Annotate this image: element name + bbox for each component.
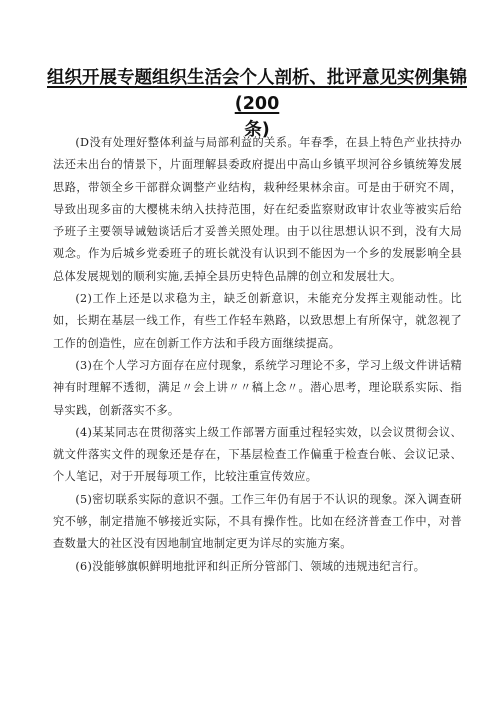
document-body bbox=[53, 132, 462, 578]
title-line-2: 条) bbox=[244, 120, 270, 140]
paragraph-1: (D没有处理好整体利益与局部利益的关系。年春季，在县上特色产业扶持办法还未出台的情景下，片面理解县委政府提出中高山乡镇平坝河谷乡镇统筹发展思路，带领全乡干部群众调整产业结构，栽种经果林余亩。可是由于研究不周，导致出现多亩的大樱桃未纳入扶持范围，好在纪委监察财政审计农业等被实后给予班子主要领导诫勉谈话后才妥善关照处理。由于以往思想认识不到，没有大局观念。作为后城乡党委班子的班长就没有认识到不能因为一个乡的发展影响全县总体发展规划的顺利实施,丢掉全县历史特色品牌的创立和发展壮大。 bbox=[53, 136, 462, 283]
title-line-1: 组织开展专题组织生活会个人剖析、批评意见实例集锦(200 bbox=[47, 68, 467, 114]
paragraph-4: (4)某某同志在贯彻落实上级工作部署方面重过程轻实效，以会议贯彻会议、就文件落实文件的现象还是存在，下基层检查工作偏重于检查台帐、会议记录、个人笔记，对于开展每项工作，比较注重宣传效应。 bbox=[53, 425, 462, 484]
paragraph-2: (2)工作上还是以求稳为主，缺乏创新意识，未能充分发挥主观能动性。比如，长期在基层一线工作，有些工作轻车熟路，以致思想上有所保守，就忽视了工作的创造性，应在创新工作方法和手段方面继续提高。 bbox=[53, 292, 462, 350]
paragraph-6: (6)没能够旗帜鲜明地批评和纠正所分管部门、领域的违规违纪言行。 bbox=[75, 559, 426, 573]
paragraph-3: (3)在个人学习方面存在应付现象，系统学习理论不多，学习上级文件讲话精神有时理解不透彻，满足〃会上讲〃〃稿上念〃。潜心思考，理论联系实际、指导实践，创新落实不多。 bbox=[53, 358, 462, 417]
paragraph-5: (5)密切联系实际的意识不强。工作三年仍有居于不认识的现象。深入调查研究不够，制定措施不够接近实际，不具有操作性。比如在经济普查工作中，对普查数量大的社区没有因地制宜地制定更为详尽的实施方案。 bbox=[53, 492, 462, 551]
